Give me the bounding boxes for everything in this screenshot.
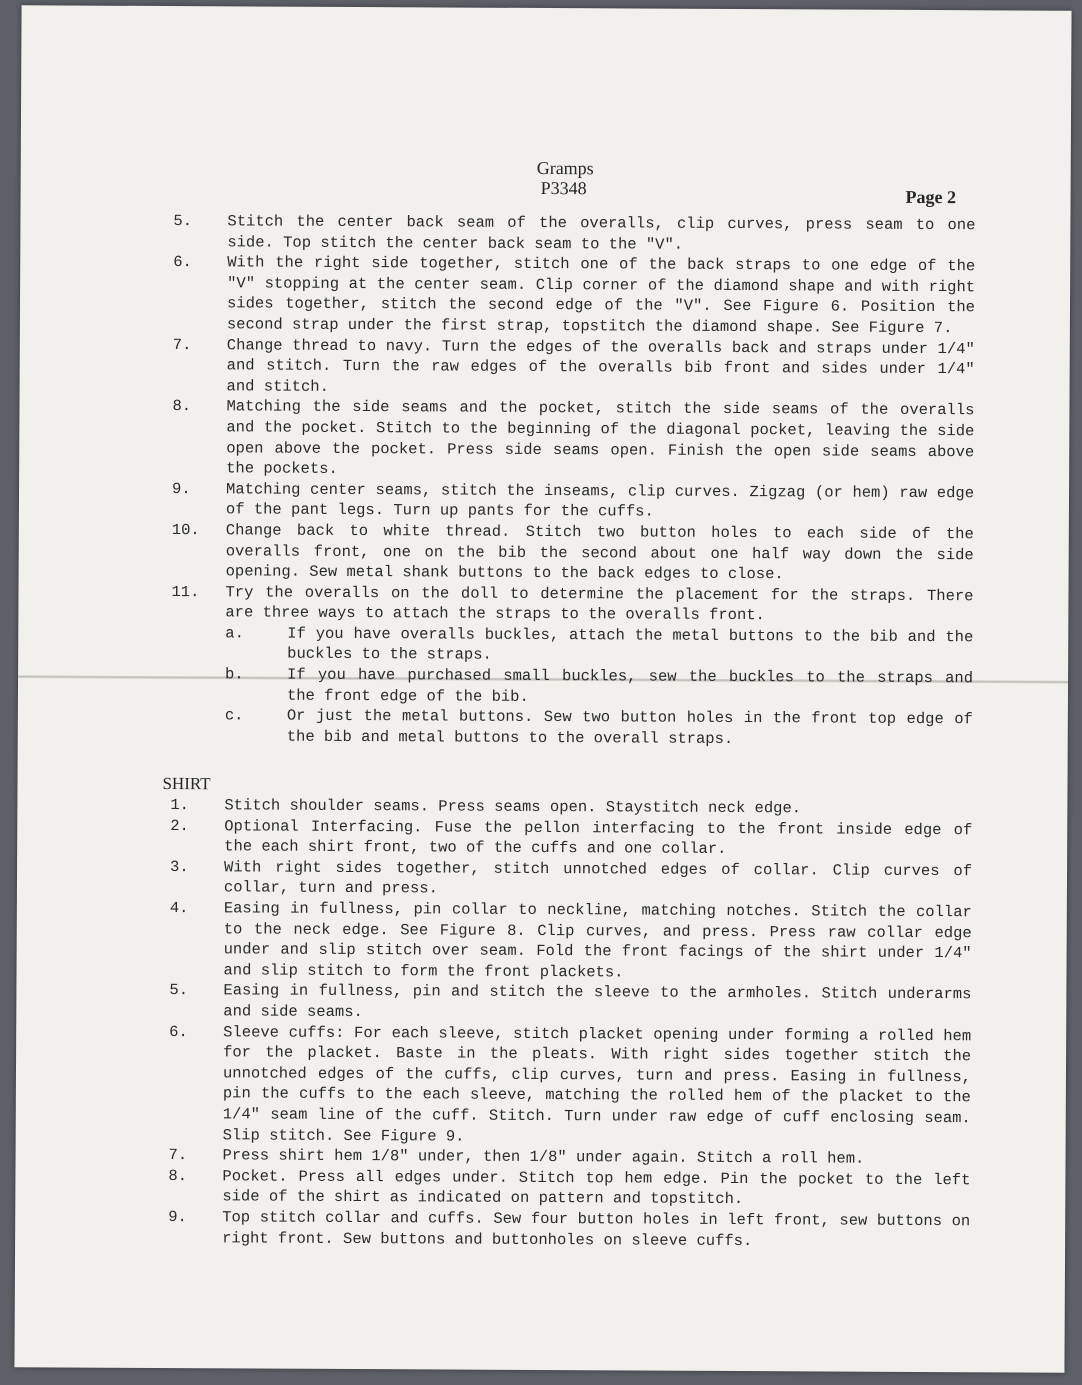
step-text: Pocket. Press all edges under. Stitch top hem edge. Pin the pocket to the left side of the shirt as indicated on pattern and topstitch. [222, 1167, 971, 1209]
step-number: 2. [170, 816, 189, 835]
step-number: 10. [171, 520, 200, 540]
page-number: Page 2 [905, 186, 957, 208]
step-text: Matching center seams, stitch the inseams, clip curves. Zigzag (or hem) raw edge of the pant legs. Turn up pants for the cuffs. [225, 480, 975, 521]
instruction-sheet [14, 5, 1071, 1372]
step-number: 7. [168, 1146, 188, 1165]
instructions-body [160, 211, 975, 1252]
step-text: Try the overalls on the doll to determine the placement for the straps. There are three ways to attach the straps to the overalls front. [225, 583, 974, 625]
step-number: 8. [168, 1166, 188, 1185]
pattern-name: Gramps [536, 157, 594, 179]
shirt-step [162, 816, 972, 861]
step-number: 11. [171, 582, 200, 601]
step-item [165, 211, 975, 256]
option-letter: b. [225, 665, 244, 684]
shirt-step [161, 980, 971, 1025]
option-text: Or just the metal buttons. Sew two button holes in the front top edge of the bib and metal buttons to the overall straps. [286, 706, 973, 748]
option-letter: a. [225, 624, 244, 643]
step-item [164, 520, 974, 586]
strap-option [225, 706, 973, 751]
step-number: 3. [170, 857, 189, 876]
step-text: Change thread to navy. Turn the edges of the overalls back and straps under 1/4" and stitch. Turn the raw edges of the overalls bib front and sides under 1/4" and stitch. [226, 335, 975, 396]
option-letter: c. [224, 706, 244, 725]
step-number: 6. [169, 1022, 188, 1041]
step-text: Change back to white thread. Stitch two button holes to each side of the overalls front, one on the bib the second about one half way down the side opening. Sew metal shank buttons to the back edges to close. [225, 521, 974, 584]
step-text: Stitch the center back seam of the overalls, clip curves, press seam to one side. Top stitch the center back seam to the "V". [227, 212, 976, 254]
step-item [164, 479, 974, 524]
option-text: If you have purchased small buckles, sew the buckles to the straps and the front edge of the bib. [286, 665, 974, 706]
option-text: If you have overalls buckles, attach the metal buttons to the bib and the buckles to the straps. [287, 624, 974, 665]
shirt-heading: SHIRT [162, 774, 211, 794]
step-number: 9. [171, 479, 191, 498]
step-text: With right sides together, stitch unnotched edges of collar. Clip curves of collar, turn and press. [223, 858, 973, 898]
step-text: Stitch shoulder seams. Press seams open. Staystitch neck edge. [224, 796, 802, 818]
step-text: With the right side together, stitch one of the back straps to one edge of the "V" stopping at the center seam. Clip corner of the diamond shape and with right sides together, stitch the second edge of the "V". See Figure 6. Position the second strap under the first strap, topstitch the diamond shape. See Figure 7. [226, 253, 976, 338]
strap-option [225, 664, 973, 709]
step-item [163, 582, 973, 627]
step-number: 4. [169, 899, 189, 918]
step-text: Top stitch collar and cuffs. Sew four button holes in left front, sew buttons on right front. Sew buttons and buttonholes on sleeve cuffs. [222, 1208, 971, 1250]
step-text: Easing in fullness, pin and stitch the sleeve to the armholes. Stitch underarms and side seams. [223, 981, 972, 1022]
shirt-step [161, 1022, 972, 1150]
step-text: Optional Interfacing. Fuse the pellon interfacing to the front inside edge of the each shirt front, two of the cuffs and one collar. [224, 816, 973, 859]
step-text: Press shirt hem 1/8" under, then 1/8" under again. Stitch a roll hem. [222, 1146, 865, 1168]
shirt-step [161, 898, 971, 985]
pattern-code: P3348 [540, 177, 587, 199]
step-number: 5. [173, 212, 193, 231]
step-item [165, 252, 975, 339]
step-text: Easing in fullness, pin collar to neckline, matching notches. Stitch the collar to the neck edge. See Figure 8. Clip curves, and press. Press raw collar edge under and slip stitch over seam. Fold the front facings of the shirt under 1/4" and slip stitch to form the front plackets. [223, 899, 972, 982]
step-number: 6. [173, 253, 192, 272]
step-number: 5. [169, 981, 189, 1000]
step-number: 8. [172, 397, 192, 416]
step-number: 9. [168, 1207, 187, 1227]
step-text: Sleeve cuffs: For each sleeve, stitch placket opening under forming a rolled hem for the placket. Baste in the pleats. With right sides together stitch the unnotched edges of the cuffs, clip curves, turn and press. Easing in fullness, pin the cuffs to the each sleeve, matching the rolled hem of the placket to the 1/4" seam line of the cuff. Stitch. Turn under raw edge of cuff enclosing seam. Slip stitch. See Figure 9. [222, 1022, 972, 1146]
step-number: 7. [172, 335, 192, 354]
step-item [164, 396, 974, 483]
step-item [165, 335, 975, 401]
shirt-step [160, 1166, 970, 1211]
step-number: 1. [170, 796, 190, 815]
step-text: Matching the side seams and the pocket, stitch the side seams of the overalls and the pocket. Stitch to the beginning of the diagonal pocket, leaving the side open above the pocket. Press side seams open. Finish the open side seams above the pockets. [226, 397, 975, 479]
shirt-step [162, 857, 972, 902]
shirt-step [160, 1207, 970, 1252]
strap-option [225, 623, 973, 668]
